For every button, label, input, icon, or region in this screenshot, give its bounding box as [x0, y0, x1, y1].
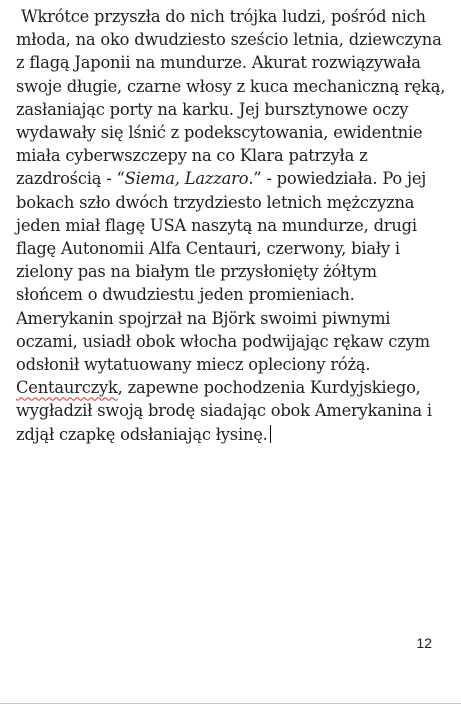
text-cursor: [270, 425, 272, 443]
text-line-8: [16, 167, 456, 190]
text-line-9: bokach szło dwóch trzydziesto letnich mężczyzna: [16, 192, 415, 212]
text-line-2: młoda, na oko dwudziesto sześcio letnia, dziewczyna: [16, 30, 442, 50]
text-line-19: [16, 423, 456, 446]
text-line-10: jeden miał flagę USA naszytą na mundurze, drugi: [16, 215, 417, 235]
text-line-19-text: zdjął czapkę odsłaniając łysinę.: [16, 424, 268, 444]
text-line-14: Amerykanin spojrzał na Björk swoimi piwnymi: [16, 308, 391, 328]
text-line-16: odsłonił wytatuowany miecz opleciony różą.: [16, 355, 371, 375]
text-line-3: z flagą Japonii na mundurze. Akurat rozwiązywała: [16, 53, 421, 73]
text-line-5: zasłaniając porty na karku. Jej bursztynowe oczy: [16, 99, 409, 119]
page-bottom-edge: [0, 703, 461, 704]
text-line-6: wydawały się lśnić z podekscytowania, ewidentnie: [16, 123, 423, 143]
text-line-18: wygładził swoją brodę siadając obok Amerykanina i: [16, 401, 432, 421]
body-paragraph[interactable]: [16, 5, 456, 446]
text-line-8-before: zazdrością - “: [16, 169, 125, 189]
text-line-8-after: .” - powiedziała. Po jej: [248, 169, 427, 189]
text-line-12: zielony pas na białym tle przysłonięty żółtym: [16, 262, 377, 282]
page-number: 12: [416, 635, 432, 651]
spellcheck-word[interactable]: Centaurczyk: [16, 378, 118, 398]
text-line-15: oczami, usiadł obok włocha podwijając rękaw czym: [16, 331, 430, 351]
text-line-4: swoje długie, czarne włosy z kuca mechaniczną ręką,: [16, 76, 446, 96]
text-line-1: Wkrótce przyszła do nich trójka ludzi, pośród nich: [16, 7, 426, 26]
dialogue-italic: Siema, Lazzaro: [124, 169, 249, 189]
text-line-17: [16, 376, 456, 399]
text-line-17-rest: , zapewne pochodzenia Kurdyjskiego,: [117, 378, 421, 398]
text-line-13: słońcem o dwudziestu jeden promieniach.: [16, 285, 355, 305]
text-line-7: miała cyberwszczepy na co Klara patrzyła z: [16, 146, 368, 166]
text-line-11: flagę Autonomii Alfa Centauri, czerwony, biały i: [16, 239, 400, 259]
